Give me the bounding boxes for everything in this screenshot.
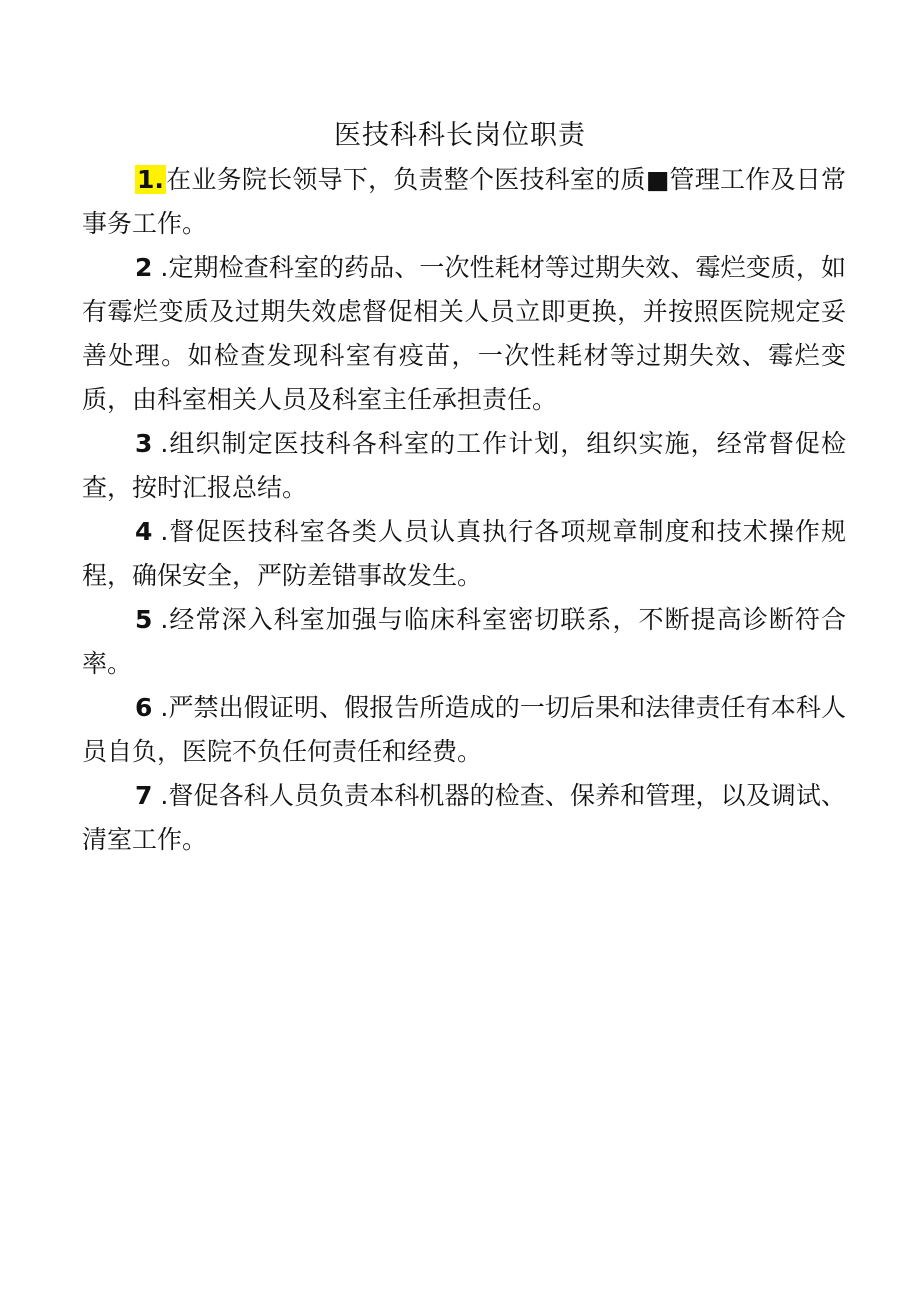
item-number: 6 [135, 693, 153, 722]
duty-item-1 [82, 158, 846, 246]
item-text: .督促各科人员负责本科机器的检查、保养和管理，以及调试、清室工作。 [82, 781, 846, 854]
item-number: 5 [135, 605, 153, 634]
item-number: 3 [135, 429, 153, 458]
item-text: .组织制定医技科各科室的工作计划，组织实施，经常督促检查，按时汇报总结。 [82, 429, 846, 502]
item-text: 在业务院长领导下，负责整个医技科室的质■管理工作及日常事务工作。 [82, 165, 846, 238]
duty-item-7 [82, 774, 846, 862]
duty-item-6 [82, 686, 846, 774]
duty-item-2 [82, 246, 846, 422]
item-text: .经常深入科室加强与临床科室密切联系，不断提高诊断符合率。 [82, 605, 846, 678]
document-title: 医技科科长岗位职责 [334, 120, 586, 151]
duty-list [82, 158, 846, 862]
item-text: .定期检查科室的药品、一次性耗材等过期失效、霉烂变质，如有霉烂变质及过期失效虑督促相关人员立即更换，并按照医院规定妥善处理。如检查发现科室有疫苗，一次性耗材等过期失效、霉烂变质，由科室相关人员及科室主任承担责任。 [82, 253, 846, 414]
item-text: .严禁出假证明、假报告所造成的一切后果和法律责任有本科人员自负，医院不负任何责任和经费。 [82, 693, 846, 766]
duty-item-3 [82, 422, 846, 510]
item-number: 2 [135, 253, 153, 282]
item-number: 7 [135, 781, 153, 810]
item-number: 4 [135, 517, 153, 546]
item-text: .督促医技科室各类人员认真执行各项规章制度和技术操作规程，确保安全，严防差错事故发生。 [82, 517, 846, 590]
item-number-highlighted: 1. [137, 165, 164, 194]
duty-item-4 [82, 510, 846, 598]
duty-item-5 [82, 598, 846, 686]
